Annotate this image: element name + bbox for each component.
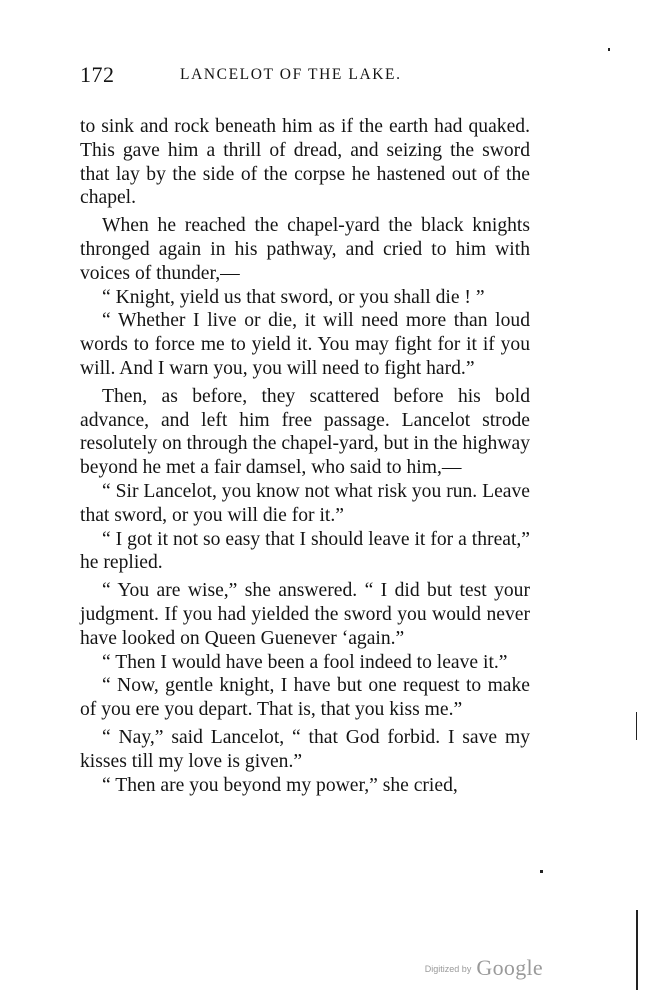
paragraph: “ I got it not so easy that I should leave it for a threat,” he replied. <box>80 528 530 574</box>
scan-line <box>636 910 638 990</box>
paragraph: “ Then are you beyond my power,” she cried, <box>102 774 458 796</box>
paragraph: When he reached the chapel-yard the black knights thronged again in his pathway, and cried to him with voices of thunder,— <box>80 215 530 284</box>
scan-speck <box>608 48 610 51</box>
paragraph: “ Now, gentle knight, I have but one request to make of you ere you depart. That is, that you kiss me.” <box>80 675 530 721</box>
paragraph: “ Knight, yield us that sword, or you shall die ! ” <box>102 286 485 308</box>
body-text <box>80 115 530 797</box>
digitized-by-watermark <box>425 955 543 981</box>
page-number: 172 <box>80 62 115 87</box>
page-header <box>80 62 540 96</box>
paragraph: “ Nay,” said Lancelot, “ that God forbid. I save my kisses till my love is given.” <box>80 726 530 772</box>
paragraph: “ Then I would have been a fool indeed to leave it.” <box>102 651 508 673</box>
paragraph: “ Sir Lancelot, you know not what risk you run. Leave that sword, or you will die for it.” <box>80 480 530 526</box>
running-title: LANCELOT OF THE LAKE. <box>180 66 402 83</box>
scan-line <box>636 712 637 740</box>
scan-speck <box>540 870 543 873</box>
paragraph: “ You are wise,” she answered. “ I did but test your judgment. If you had yielded the sword you would never have looked on Queen Guenever ‘again.” <box>80 580 530 649</box>
paragraph: “ Whether I live or die, it will need more than loud words to force me to yield it. You may fight for it if you will. And I warn you, you will need to fight hard.” <box>80 310 530 379</box>
watermark-prefix: Digitized by <box>424 964 472 974</box>
paragraph: Then, as before, they scattered before his bold advance, and left him free passage. Lancelot strode resolutely on through the chapel-yard, but in the highway beyond he met a fair damsel, who said to him,— <box>80 385 530 479</box>
paragraph: to sink and rock beneath him as if the earth had quaked. This gave him a thrill of dread, and seizing the sword that lay by the side of the corpse he hastened out of the chapel. <box>80 116 530 209</box>
watermark-brand: Google <box>476 955 543 980</box>
